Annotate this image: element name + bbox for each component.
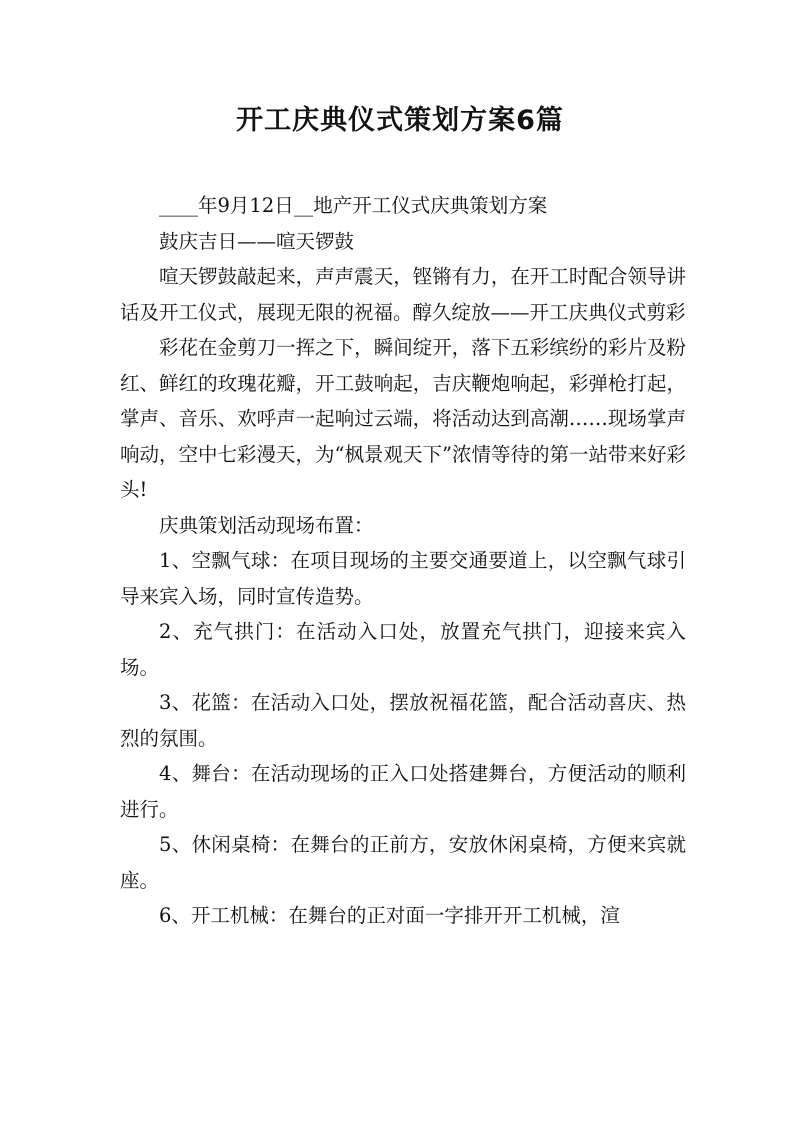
list-item-arch: 2、充气拱门：在活动入口处，放置充气拱门，迎接来宾入场。 bbox=[120, 620, 686, 679]
list-item-seating: 5、休闲桌椅：在舞台的正前方，安放休闲桌椅，方便来宾就座。 bbox=[120, 833, 686, 892]
paragraph-drum-heading: 鼓庆吉日——喧天锣鼓 bbox=[159, 229, 355, 253]
list-item-stage: 4、舞台：在活动现场的正入口处搭建舞台，方便活动的顺利进行。 bbox=[120, 762, 686, 821]
document-body bbox=[120, 188, 686, 934]
paragraph-drum-description: 喧天锣鼓敲起来，声声震天，铿锵有力，在开工时配合领导讲话及开工仪式，展现无限的祝福。醇久绽放——开工庆典仪式剪彩 bbox=[120, 265, 686, 324]
list-item-machinery: 6、开工机械：在舞台的正对面一字排开开工机械，渲 bbox=[159, 904, 620, 927]
paragraph-date-heading: ____年9月12日__地产开工仪式庆典策划方案 bbox=[159, 194, 548, 217]
list-item-balloons: 1、空飘气球：在项目现场的主要交通要道上，以空飘气球引导来宾入场，同时宣传造势。 bbox=[120, 549, 686, 608]
document-title: 开工庆典仪式策划方案6篇 bbox=[236, 105, 564, 136]
paragraph-ribbon-cutting: 彩花在金剪刀一挥之下，瞬间绽开，落下五彩缤纷的彩片及粉红、鲜红的玫瑰花瓣，开工鼓响起，吉庆鞭炮响起，彩弹枪打起，掌声、音乐、欢呼声一起响过云端，将活动达到高潮……现场掌声响动，空中七彩漫天，为“枫景观天下”浓情等待的第一站带来好彩头! bbox=[120, 336, 686, 501]
paragraph-layout-heading: 庆典策划活动现场布置： bbox=[159, 513, 374, 537]
list-item-flower-baskets: 3、花篮：在活动入口处，摆放祝福花篮，配合活动喜庆、热烈的氛围。 bbox=[120, 691, 686, 750]
